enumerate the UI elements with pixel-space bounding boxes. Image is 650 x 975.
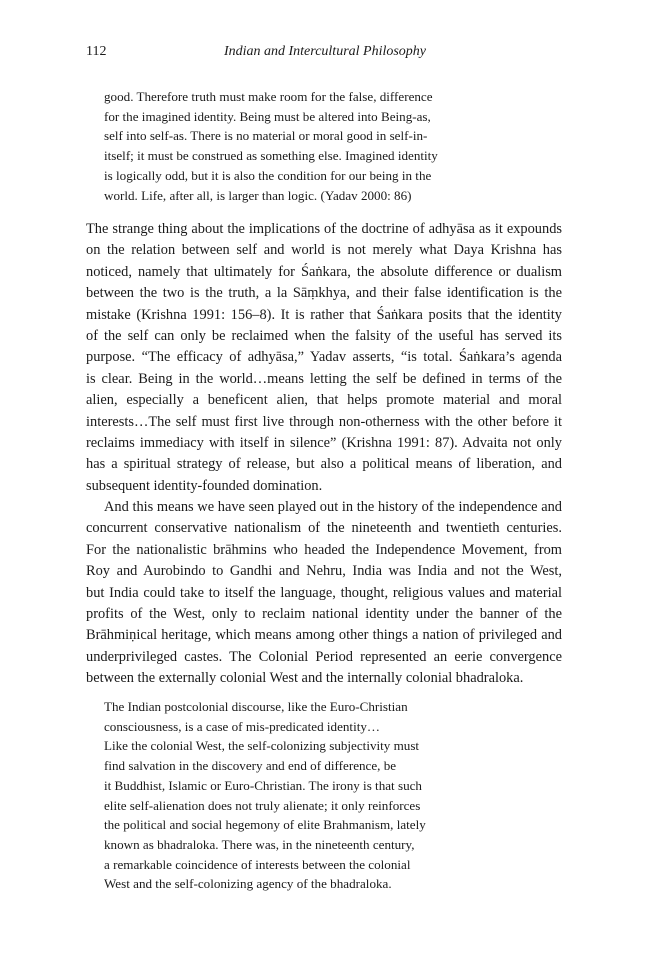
block-quote-postcolonial: [104, 697, 426, 894]
page-header: [86, 44, 564, 64]
text-line: subsequent identity-founded domination.: [86, 477, 323, 494]
text-line: The strange thing about the implications of the doctrine of adhyāsa as it expounds: [86, 221, 562, 237]
text-line: on the relation between self and world is not merely what Daya Krishna has: [86, 242, 562, 259]
text-line: For the nationalistic brāhmins who headed the Independence Movement, from: [86, 541, 562, 558]
paragraph-adhyasa: [86, 219, 562, 497]
text-line: Roy and Aurobindo to Gandhi and Nehru, India was India and not the West,: [86, 563, 562, 580]
text-line: profits of the West, only to reclaim national identity under the banner of the: [86, 606, 562, 623]
page-number: 112: [86, 44, 107, 59]
quote-line: the political and social hegemony of elite Brahmanism, lately: [104, 817, 426, 833]
text-line: has a spiritual strategy of release, but also a political means of liberation, and: [86, 456, 562, 473]
paragraph-nationalism: [86, 497, 562, 690]
quote-line: for the imagined identity. Being must be altered into Being-as,: [104, 108, 431, 124]
text-line: reclaims immediacy with itself in silence” (Krishna 1991: 87). Advaita not only: [86, 435, 562, 452]
text-line: is clear. Being in the world…means letting the self be defined in terms of the: [86, 370, 562, 387]
quote-line: a remarkable coincidence of interests between the colonial: [104, 856, 411, 872]
text-line: purpose. “The efficacy of adhyāsa,” Yadav asserts, “is total. Śaṅkara’s agenda: [86, 349, 562, 366]
quote-line: known as bhadraloka. There was, in the nineteenth century,: [104, 836, 415, 852]
text-line: And this means we have seen played out in the history of the independence and: [104, 499, 562, 515]
text-line: Brāhmiṇical heritage, which means among other things a nation of privileged and: [86, 627, 562, 644]
quote-line: world. Life, after all, is larger than logic. (Yadav 2000: 86): [104, 187, 412, 203]
quote-line: find salvation in the discovery and end of difference, be: [104, 758, 397, 774]
block-quote-yadav: [104, 87, 438, 205]
text-line: between the two is the truth, a la Sāṃkhya, and their false identification is the: [86, 285, 562, 302]
quote-line: consciousness, is a case of mis-predicated identity…: [104, 718, 380, 734]
text-line: of the self can only be reclaimed when the falsity of the useful has served its: [86, 328, 562, 345]
quote-line: is logically odd, but it is also the condition for our being in the: [104, 167, 432, 183]
text-line: alien, especially a beneficent alien, that helps promote material and moral: [86, 392, 562, 409]
text-line: interests…The self must first live through non-otherness with the other before it: [86, 413, 562, 430]
running-title: Indian and Intercultural Philosophy: [223, 44, 427, 59]
quote-line: it Buddhist, Islamic or Euro-Christian. The irony is that such: [104, 777, 422, 793]
text-line: mistake (Krishna 1991: 156–8). It is rather that Śaṅkara posits that the identity: [86, 306, 562, 323]
text-line: underprivileged castes. The Colonial Period represented an eerie convergence: [86, 648, 562, 665]
quote-line: Like the colonial West, the self-colonizing subjectivity must: [104, 738, 420, 754]
quote-line: elite self-alienation does not truly alienate; it only reinforces: [104, 797, 421, 813]
quote-line: West and the self-colonizing agency of the bhadraloka.: [104, 876, 392, 892]
text-line: between the externally colonial West and the internally colonial bhadraloka.: [86, 670, 524, 687]
quote-line: self into self-as. There is no material or moral good in self-in-: [104, 128, 428, 144]
quote-line: good. Therefore truth must make room for the false, difference: [104, 89, 433, 104]
quote-line: The Indian postcolonial discourse, like the Euro-Christian: [104, 699, 408, 714]
text-line: but India could take to itself the language, thought, religious values and material: [86, 584, 562, 601]
text-line: concurrent conservative nationalism of the nineteenth and twentieth centuries.: [86, 520, 562, 537]
text-line: noticed, namely that ultimately for Śaṅkara, the absolute difference or dualism: [86, 263, 562, 280]
quote-line: itself; it must be construed as something else. Imagined identity: [104, 148, 438, 164]
